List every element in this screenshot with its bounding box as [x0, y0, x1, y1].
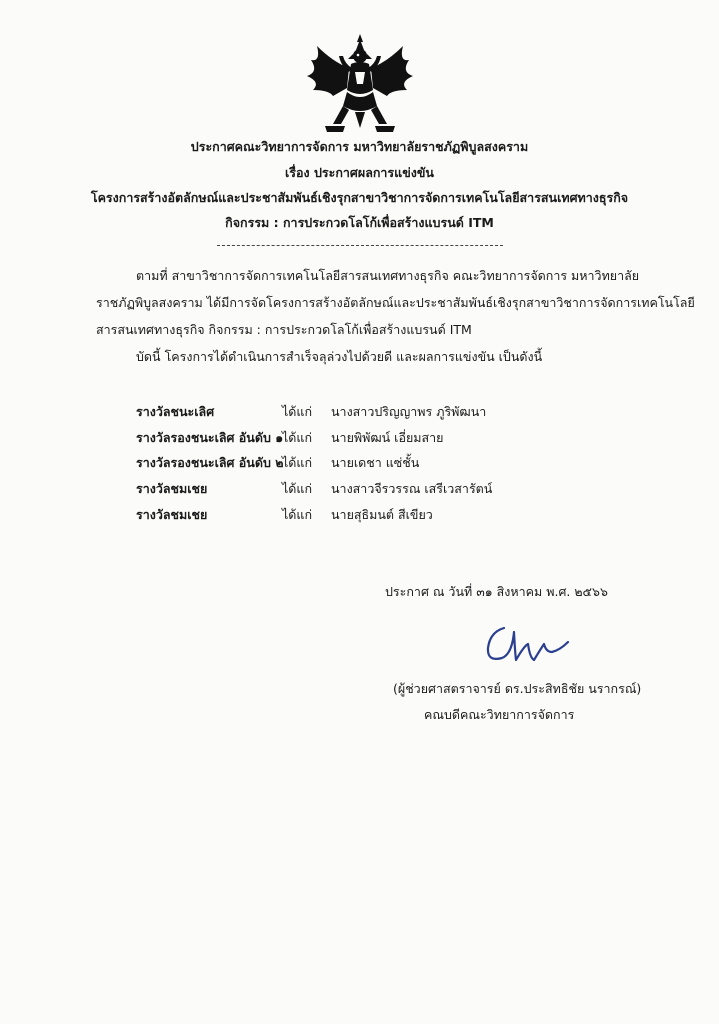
award-title: รางวัลรองชนะเลิศ อันดับ ๑: [136, 430, 284, 445]
award-title: รางวัลชมเชย: [136, 507, 208, 522]
body-paragraph-line-2: ราชภัฏพิบูลสงคราม ได้มีการจัดโครงการสร้างอัตลักษณ์และประชาสัมพันธ์เชิงรุกสาขาวิชาการจัดการเทคโนโลยี: [96, 295, 695, 310]
body-paragraph-line-4: บัดนี้ โครงการได้ดำเนินการสำเร็จลุล่วงไปด้วยดี และผลการแข่งขัน เป็นดังนี้: [136, 349, 543, 364]
award-preposition: ได้แก่: [282, 455, 313, 470]
signer-position: คณบดีคณะวิทยาการจัดการ: [424, 707, 575, 722]
award-row: [0, 403, 719, 423]
signer-name: (ผู้ช่วยศาสตราจารย์ ดร.ประสิทธิชัย นรากรณ์): [393, 681, 642, 696]
award-preposition: ได้แก่: [282, 404, 313, 419]
issuer-heading: ประกาศคณะวิทยาการจัดการ มหาวิทยาลัยราชภัฏพิบูลสงคราม: [190, 139, 529, 154]
body-paragraph-line-3: สารสนเทศทางธุรกิจ กิจกรรม : การประกวดโลโก้เพื่อสร้างแบรนด์ ITM: [96, 322, 472, 337]
award-title: รางวัลชมเชย: [136, 481, 208, 496]
award-row: [0, 480, 719, 500]
announcement-date: ประกาศ ณ วันที่ ๓๑ สิงหาคม พ.ศ. ๒๕๖๖: [385, 584, 608, 599]
award-winner-name: นายเดชา แซ่ชั้น: [331, 455, 420, 470]
award-title: รางวัลรองชนะเลิศ อันดับ ๒: [136, 455, 284, 470]
section-divider: [217, 245, 503, 246]
award-preposition: ได้แก่: [282, 430, 313, 445]
award-row: [0, 506, 719, 526]
award-winner-name: นายสุธิมนต์ สีเขียว: [331, 507, 433, 522]
award-preposition: ได้แก่: [282, 481, 313, 496]
handwritten-signature: [482, 622, 572, 670]
subject-heading: เรื่อง ประกาศผลการแข่งขัน: [285, 165, 434, 180]
body-paragraph-line-1: ตามที่ สาขาวิชาการจัดการเทคโนโลยีสารสนเทศทางธุรกิจ คณะวิทยาการจัดการ มหาวิทยาลัย: [136, 268, 640, 283]
award-winner-name: นายพิพัฒน์ เอี่ยมสาย: [331, 430, 444, 445]
award-preposition: ได้แก่: [282, 507, 313, 522]
award-row: [0, 454, 719, 474]
award-winner-name: นางสาวจีรวรรณ เสรีเวสารัตน์: [331, 481, 493, 496]
project-heading: โครงการสร้างอัตลักษณ์และประชาสัมพันธ์เชิงรุกสาขาวิชาการจัดการเทคโนโลยีสารสนเทศทางธุรกิจ: [90, 190, 629, 205]
garuda-emblem-icon: [303, 32, 417, 136]
award-row: [0, 429, 719, 449]
award-title: รางวัลชนะเลิศ: [136, 404, 215, 419]
activity-heading: กิจกรรม : การประกวดโลโก้เพื่อสร้างแบรนด์ ITM: [225, 215, 494, 230]
award-winner-name: นางสาวปริญญาพร ภูริพัฒนา: [331, 404, 487, 419]
